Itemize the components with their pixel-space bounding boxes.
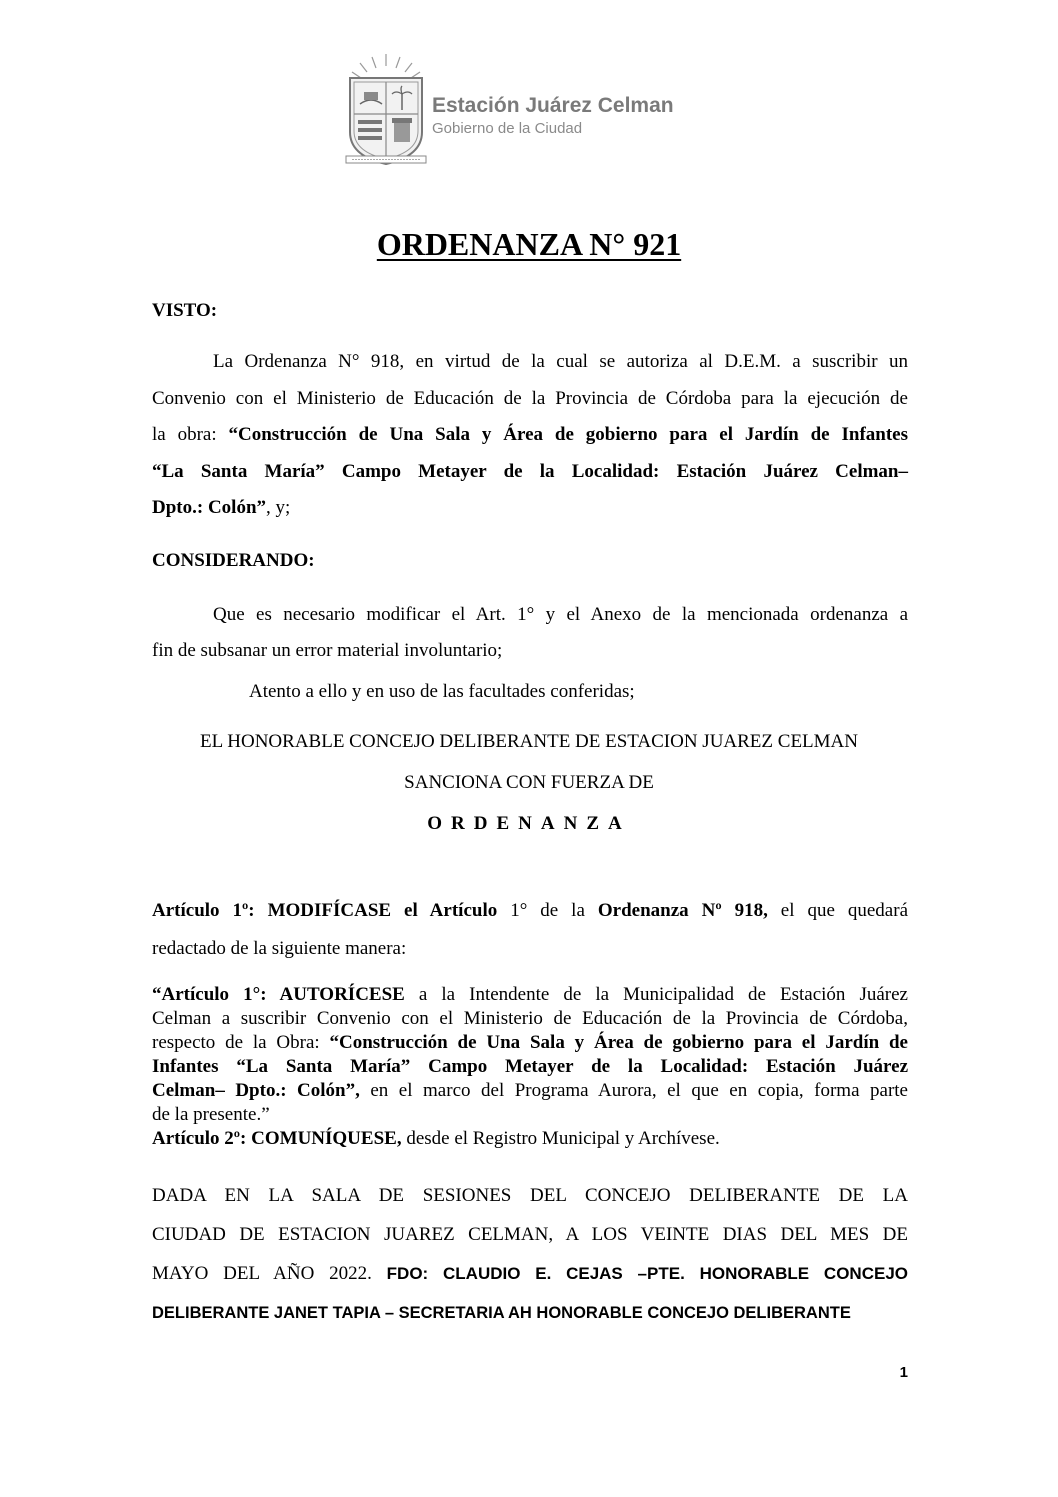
quote-line xyxy=(152,1079,908,1103)
quote-obra: “Construcción de Una Sala y Área de gobierno para el Jardín de xyxy=(329,1032,908,1053)
visto-text: la obra: xyxy=(152,424,229,445)
quote-text: en el marco del Programa Aurora, el que en copia, forma parte xyxy=(359,1080,908,1101)
dada-line xyxy=(152,1254,908,1293)
dada-line: CIUDAD DE ESTACION JUAREZ CELMAN, A LOS VEINTE DIAS DEL MES DE xyxy=(152,1224,908,1245)
page-number: 1 xyxy=(899,1364,908,1381)
signature-line-cont: DELIBERANTE JANET TAPIA – SECRETARIA AH HONORABLE CONCEJO DELIBERANTE xyxy=(152,1304,851,1322)
quote-obra-cont: Infantes “La Santa María” Campo Metayer de la Localidad: Estación Juárez xyxy=(152,1056,908,1077)
org-name: Estación Juárez Celman xyxy=(432,94,674,117)
obra-name-end: Dpto.: Colón” xyxy=(152,497,267,518)
visto-line: Convenio con el Ministerio de Educación de la Provincia de Córdoba para la ejecución de xyxy=(152,387,908,409)
signature-line: FDO: CLAUDIO E. CEJAS –PTE. HONORABLE CONCEJO xyxy=(386,1264,908,1283)
considerando-line: fin de subsanar un error material involuntario; xyxy=(152,640,503,661)
articulo-1-text: 1° de la xyxy=(497,900,598,921)
page-title: ORDENANZA N° 921 xyxy=(376,226,682,262)
quote-text: a la Intendente de la Municipalidad de Estación Juárez xyxy=(404,984,908,1005)
considerando-paragraph xyxy=(152,597,908,669)
articulo-1-text-end: el que quedará xyxy=(767,900,909,921)
visto-heading: VISTO: xyxy=(152,300,218,321)
quote-text: respecto de la Obra: xyxy=(152,1032,330,1053)
quote-line: de la presente.” xyxy=(152,1104,270,1125)
letterhead xyxy=(340,52,720,170)
dada-line: DADA EN LA SALA DE SESIONES DEL CONCEJO DELIBERANTE DE LA xyxy=(152,1185,908,1206)
quoted-article xyxy=(152,983,908,1151)
quote-line: Celman a suscribir Convenio con el Ministerio de Educación de la Provincia de Córdoba, xyxy=(152,1008,908,1029)
quote-label: “Artículo 1°: AUTORÍCESE xyxy=(152,984,405,1005)
articulo-1-label: Artículo 1º: MODIFÍCASE el Artículo xyxy=(152,900,498,921)
dada-date: MAYO DEL AÑO 2022. xyxy=(152,1263,387,1284)
visto-line xyxy=(152,454,908,491)
considerando-heading: CONSIDERANDO: xyxy=(152,550,315,571)
articulo-1-line xyxy=(152,892,908,930)
visto-paragraph xyxy=(152,344,908,527)
ordenanza-heading: ORDENANZA xyxy=(427,813,631,834)
articulo-2-line xyxy=(152,1127,908,1151)
sanciona-line: SANCIONA CON FUERZA DE xyxy=(404,772,654,793)
articulo-2-text: desde el Registro Municipal y Archívese. xyxy=(401,1128,720,1149)
articulo-1-line: redactado de la siguiente manera: xyxy=(152,938,407,959)
municipal-crest-icon xyxy=(340,52,432,168)
dada-line xyxy=(152,1293,908,1333)
org-subtitle: Gobierno de la Ciudad xyxy=(432,120,583,137)
concejo-line: EL HONORABLE CONCEJO DELIBERANTE DE ESTACION JUAREZ CELMAN xyxy=(200,731,858,752)
visto-line xyxy=(152,490,908,527)
quote-line xyxy=(152,1031,908,1055)
atento-line: Atento a ello y en uso de las facultades conferidas; xyxy=(249,681,635,702)
obra-name: “Construcción de Una Sala y Área de gobierno para el Jardín de Infantes xyxy=(228,424,908,445)
obra-name-cont: “La Santa María” Campo Metayer de la Localidad: Estación Juárez Celman– xyxy=(152,460,908,482)
dada-paragraph xyxy=(152,1176,908,1333)
articulo-2-label: Artículo 2º: COMUNÍQUESE, xyxy=(152,1128,402,1149)
visto-line: La Ordenanza N° 918, en virtud de la cual se autoriza al D.E.M. a suscribir un xyxy=(213,351,908,372)
quote-line xyxy=(152,983,908,1007)
ordenanza-ref: Ordenanza Nº 918, xyxy=(597,900,768,921)
quote-line xyxy=(152,1055,908,1079)
visto-end: , y; xyxy=(266,497,291,518)
articulo-1-paragraph xyxy=(152,892,908,968)
considerando-line: Que es necesario modificar el Art. 1° y el Anexo de la mencionada ordenanza a xyxy=(213,604,908,625)
quote-obra-end: Celman– Dpto.: Colón”, xyxy=(152,1080,360,1101)
visto-line xyxy=(152,417,908,454)
